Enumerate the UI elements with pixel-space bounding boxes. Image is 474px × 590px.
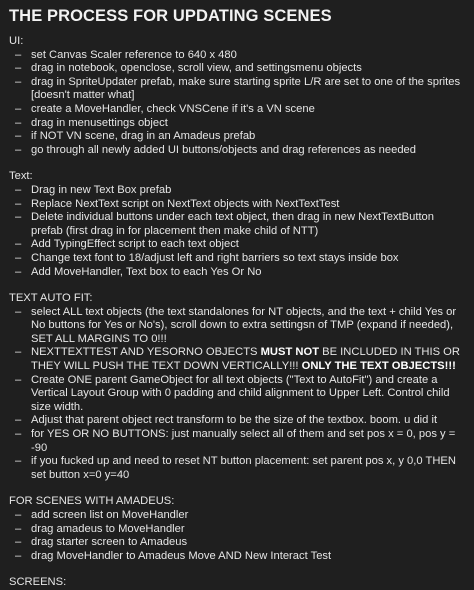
- list-item: – drag amadeus to MoveHandler: [9, 523, 466, 537]
- list-item: – Drag in new Text Box prefab: [9, 184, 466, 198]
- list-item: – Add TypingEffect script to each text object: [9, 238, 466, 252]
- list-item: – Delete individual buttons under each text object, then drag in new NextTextButton prefab (first drag in for placement then make child of NTT): [9, 211, 466, 238]
- section-heading-text: Text:: [9, 170, 33, 183]
- warning-text: BE INCLUDED IN THIS OR THEY WILL PUSH THE TEXT DOWN VERTICALLY!!!: [31, 346, 460, 373]
- list-item: – if you fucked up and need to reset NT button placement: set parent pos x, y 0,0 THEN set button x=0 y=40: [9, 455, 466, 482]
- list-item: – add screen list on MoveHandler: [9, 509, 466, 523]
- section-heading-screens: SCREENS:: [9, 576, 67, 589]
- document-title: THE PROCESS FOR UPDATING SCENES: [9, 7, 332, 25]
- list-item: – Change text font to 18/adjust left and right barriers so text stays inside box: [9, 252, 466, 266]
- section-amadeus: [9, 495, 466, 563]
- list-item: – drag in notebook, openclose, scroll view, and settingsmenu objects: [9, 62, 466, 76]
- ui-steps-list: [9, 49, 466, 158]
- list-item: – set Canvas Scaler reference to 640 x 480: [9, 49, 466, 63]
- warning-emphasis-must-not: MUST NOT: [260, 346, 320, 359]
- list-item: – Adjust that parent object rect transform to be the size of the textbox. boom. u did it: [9, 414, 466, 428]
- section-ui: [9, 35, 466, 157]
- list-item: – if NOT VN scene, drag in an Amadeus prefab: [9, 130, 466, 144]
- list-item: – Create ONE parent GameObject for all text objects ("Text to AutoFit") and create a Vertical Layout Group with 0 padding and child alignment to Upper Left. Control child size width.: [9, 374, 466, 415]
- list-item: – drag starter screen to Amadeus: [9, 536, 466, 550]
- list-item-warning: [9, 346, 466, 373]
- list-item: – Add MoveHandler, Text box to each Yes Or No: [9, 266, 466, 280]
- list-item: – Replace NextText script on NextText objects with NextTextTest: [9, 198, 466, 212]
- amadeus-steps-list: [9, 509, 466, 563]
- section-text: [9, 170, 466, 279]
- section-screens: [9, 576, 466, 590]
- text-auto-fit-steps-list: [9, 306, 466, 483]
- list-item: – select ALL text objects (the text standalones for NT objects, and the text + child Yes or No buttons for Yes or No's), scroll down to extra settingsn of TMP (expand if needed), SET ALL MARGINS TO 0!!!: [9, 306, 466, 347]
- text-steps-list: [9, 184, 466, 279]
- list-item: – drag in menusettings object: [9, 117, 466, 131]
- list-item: – drag in SpriteUpdater prefab, make sure starting sprite L/R are set to one of the sprites [doesn't matter what]: [9, 76, 466, 103]
- section-heading-ui: UI:: [9, 35, 24, 47]
- list-item: – create a MoveHandler, check VNSCene if it's a VN scene: [9, 103, 466, 117]
- section-heading-text-auto-fit: TEXT AUTO FIT:: [9, 292, 93, 305]
- list-item: – go through all newly added UI buttons/objects and drag references as needed: [9, 144, 466, 158]
- warning-text: NEXTTEXTTEST AND YESORNO OBJECTS: [31, 346, 261, 359]
- warning-emphasis-only-text-objects: ONLY THE TEXT OBJECTS!!!: [301, 360, 456, 373]
- list-item: – drag MoveHandler to Amadeus Move AND New Interact Test: [9, 550, 466, 564]
- list-item: – for YES OR NO BUTTONS: just manually select all of them and set pos x = 0, pos y = -90: [9, 428, 466, 455]
- section-text-auto-fit: [9, 292, 466, 482]
- section-heading-amadeus: FOR SCENES WITH AMADEUS:: [9, 495, 175, 508]
